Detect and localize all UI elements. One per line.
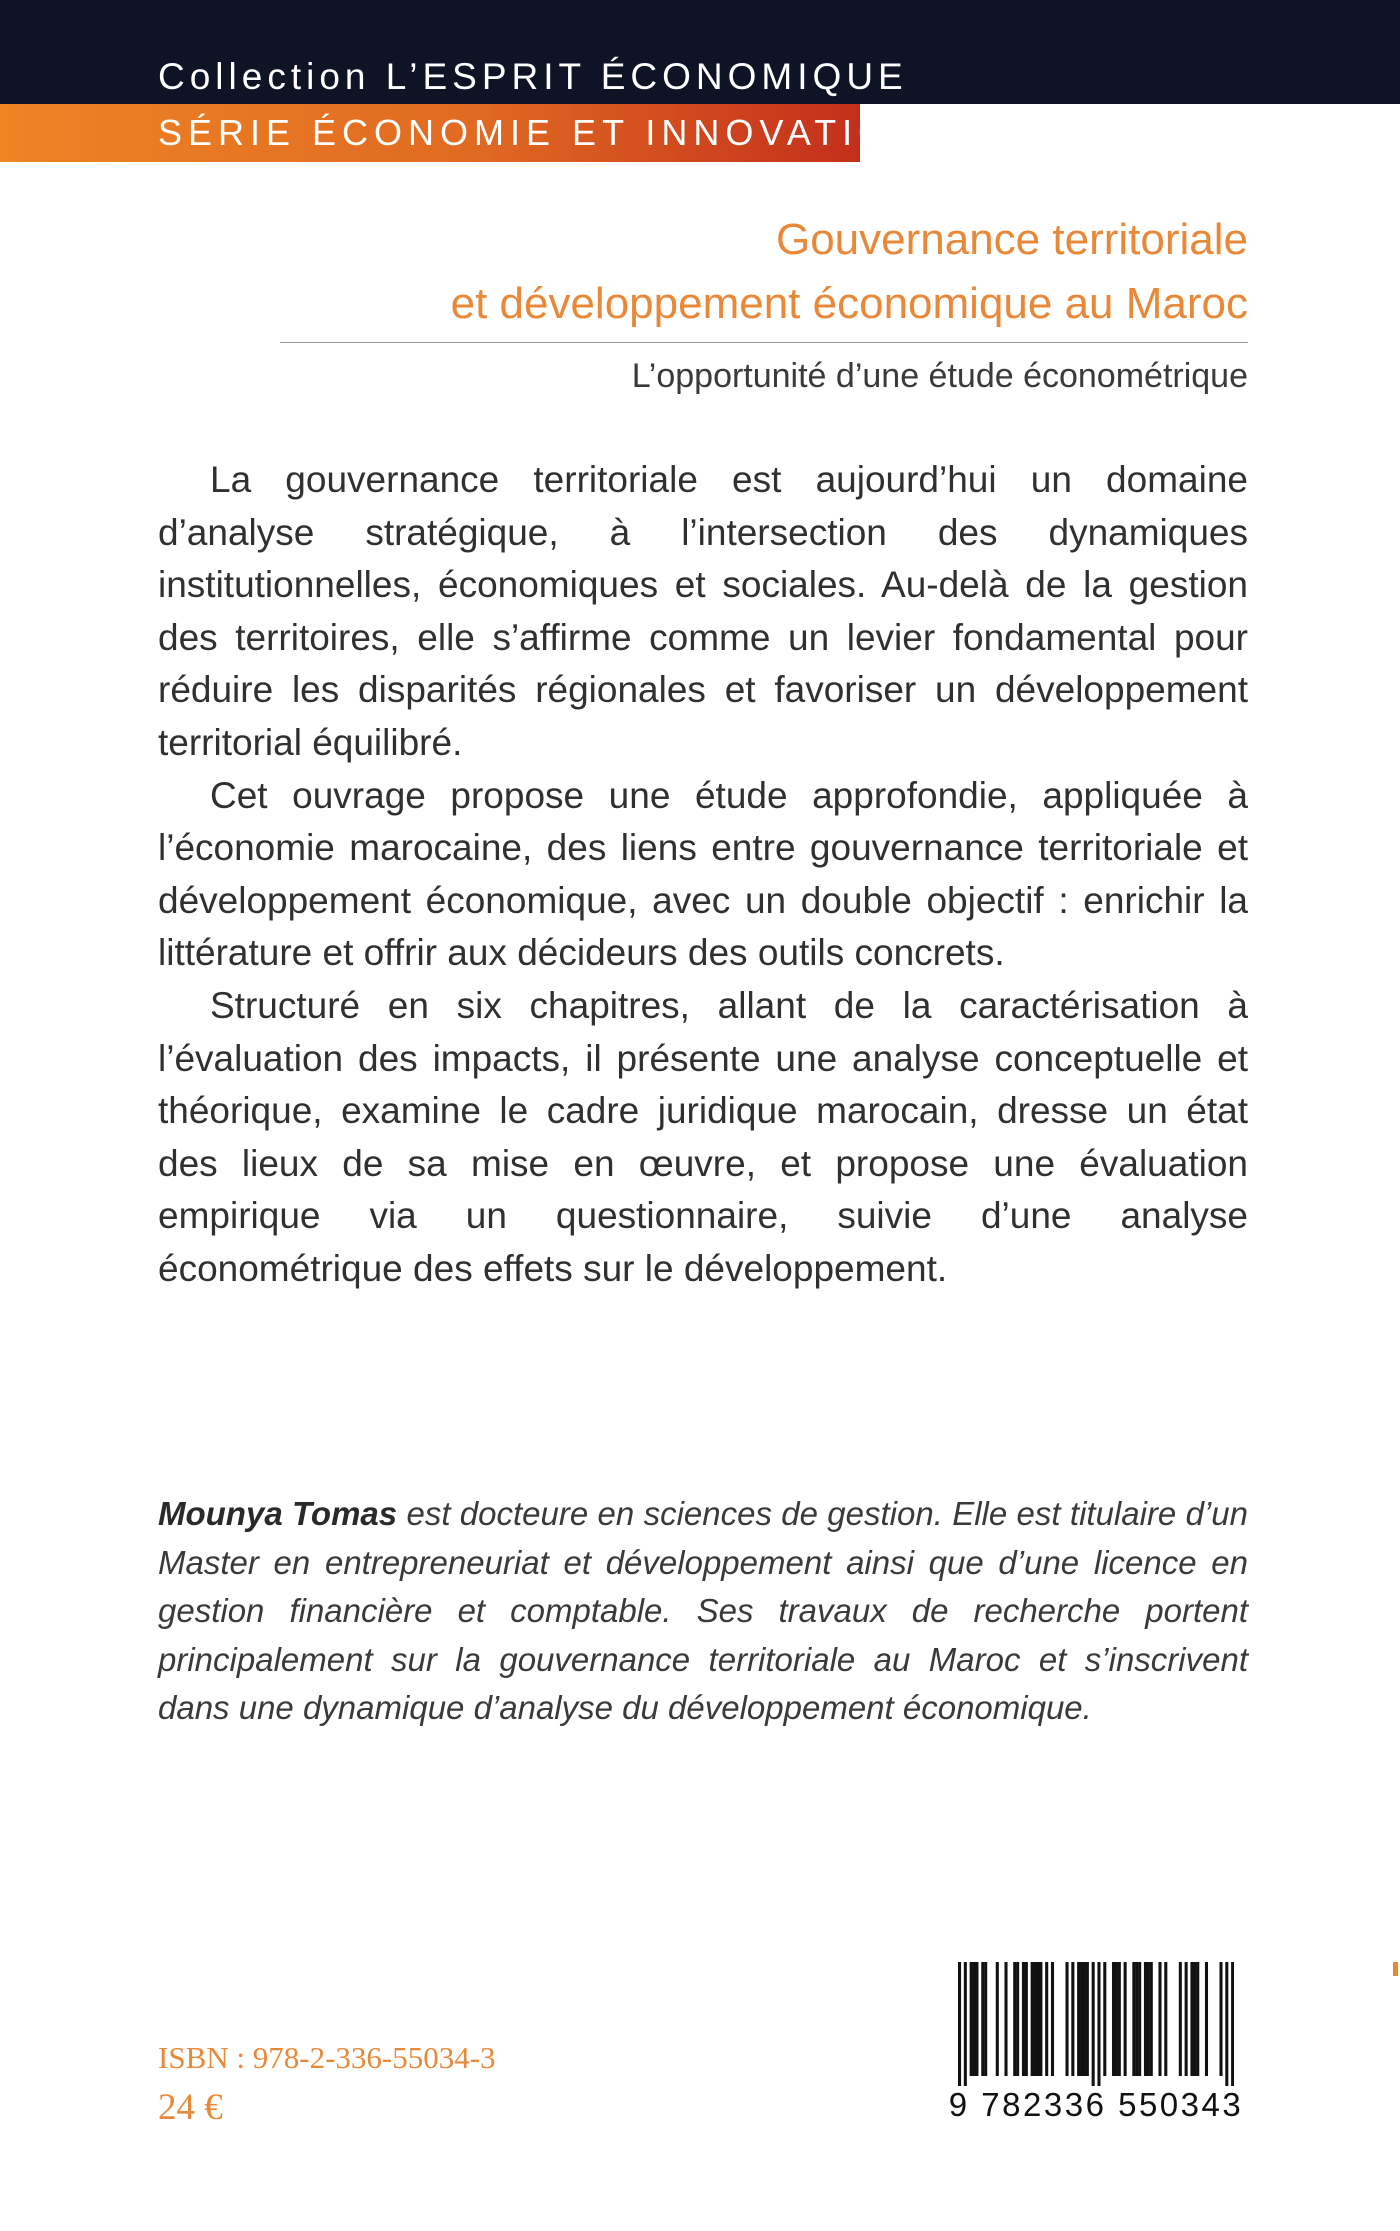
barcode-bar: [1115, 1962, 1118, 2076]
barcode-bar: [1124, 1962, 1127, 2076]
barcode-bar: [1045, 1962, 1048, 2076]
barcode-bar: [1103, 1962, 1106, 2076]
barcode-bar: [1031, 1962, 1034, 2076]
barcode-bar: [973, 1962, 976, 2076]
edge-trim-mark: [1393, 1962, 1398, 1976]
barcode-bar: [1193, 1962, 1196, 2076]
author-bio-text: est docteure en sciences de gestion. Elle est titulaire d’un Master en entrepreneuriat et développement ainsi que d’une licence en gestion financière et comptable. Ses travaux de recherche portent principalement sur la gouvernance territoriale au Maroc et s’inscrivent dans une dynamique d’analyse du développement économique.: [158, 1495, 1248, 1726]
barcode-bar: [1083, 1962, 1086, 2076]
author-bio: [158, 1490, 1248, 1733]
collection-label: Collection L’ESPRIT ÉCONOMIQUE: [158, 56, 908, 97]
barcode-bar: [1185, 1962, 1188, 2076]
barcode-bar: [1025, 1962, 1028, 2076]
barcode-bar: [1036, 1962, 1039, 2076]
barcode-bar: [1147, 1962, 1150, 2076]
description-paragraph-1: La gouvernance territoriale est aujourd’hui un domaine d’analyse stratégique, à l’intersection des dynamiques institutionnelles, économiques et sociales. Au-delà de la gestion des territoires, elle s’affirme comme un levier fondamental pour réduire les disparités régionales et favoriser un développement territorial équilibré.: [158, 459, 1248, 763]
barcode-bar: [1190, 1962, 1193, 2076]
barcode-bar: [984, 1962, 987, 2076]
barcode-bars: [958, 1962, 1234, 2086]
barcode-digits: 9 782336 550343: [948, 2086, 1244, 2123]
isbn: ISBN : 978-2-336-55034-3: [158, 2040, 496, 2075]
book-subtitle: L’opportunité d’une étude économétrique: [631, 357, 1248, 395]
barcode-bar: [1219, 1962, 1222, 2076]
barcode-bar: [1080, 1962, 1083, 2076]
barcode-bar: [1135, 1962, 1138, 2076]
barcode-bar: [1016, 1962, 1019, 2076]
barcode-bar: [1022, 1962, 1025, 2076]
barcode-bar: [1196, 1962, 1199, 2076]
book-title-block: [248, 208, 1248, 396]
barcode-bar: [1225, 1962, 1228, 2086]
barcode-bar: [1179, 1962, 1182, 2076]
barcode-bar: [1034, 1962, 1037, 2076]
isbn-barcode: [948, 1958, 1244, 2133]
book-description: [158, 454, 1248, 1296]
title-divider: [280, 342, 1248, 343]
barcode-bar: [1039, 1962, 1042, 2076]
author-name: Mounya Tomas: [158, 1495, 398, 1532]
barcode-bar: [1205, 1962, 1208, 2076]
barcode-bar: [1144, 1962, 1147, 2076]
description-paragraph-3: Structuré en six chapitres, allant de la caractérisation à l’évaluation des impacts, il présente une analyse conceptuelle et théorique, examine le cadre juridique marocain, dresse un état des lieux de sa mise en œuvre, et propose une évaluation empirique via un questionnaire, suivie d’une analyse économétrique des effets sur le développement.: [158, 984, 1248, 1289]
barcode-bar: [1158, 1962, 1161, 2076]
barcode-bar: [1112, 1962, 1115, 2076]
description-paragraph-2: Cet ouvrage propose une étude approfondie, appliquée à l’économie marocaine, des liens entre gouvernance territoriale et développement économique, avec un double objectif : enrichir la littérature et offrir aux décideurs des outils concrets.: [158, 774, 1248, 974]
barcode-bar: [970, 1962, 973, 2076]
barcode-bar: [1013, 1962, 1016, 2076]
barcode-bar: [1092, 1962, 1095, 2086]
series-label: SÉRIE ÉCONOMIE ET INNOVATION: [158, 112, 925, 153]
barcode-bar: [1164, 1962, 1167, 2076]
barcode-bar: [964, 1962, 967, 2086]
barcode-bar: [981, 1962, 984, 2076]
barcode-bar: [1150, 1962, 1153, 2076]
barcode-bar: [1132, 1962, 1135, 2076]
barcode-bar: [1077, 1962, 1080, 2076]
book-title-line-2: et développement économique au Maroc: [450, 279, 1248, 328]
barcode-bar: [958, 1962, 961, 2086]
series-band: [0, 104, 925, 162]
barcode-bar: [1086, 1962, 1089, 2076]
barcode-bar: [1097, 1962, 1100, 2086]
barcode-bar: [1065, 1962, 1068, 2076]
book-title-line-1: Gouvernance territoriale: [775, 215, 1248, 264]
barcode-bar: [1051, 1962, 1054, 2076]
collection-header-band: [0, 0, 1400, 104]
barcode-bar: [1118, 1962, 1121, 2076]
barcode-bar: [975, 1962, 978, 2076]
barcode-bar: [1004, 1962, 1007, 2076]
price: 24 €: [158, 2087, 223, 2128]
barcode-bar: [996, 1962, 999, 2076]
barcode-bar: [1231, 1962, 1234, 2086]
barcode-bar: [1071, 1962, 1074, 2076]
barcode-bar: [1138, 1962, 1141, 2076]
